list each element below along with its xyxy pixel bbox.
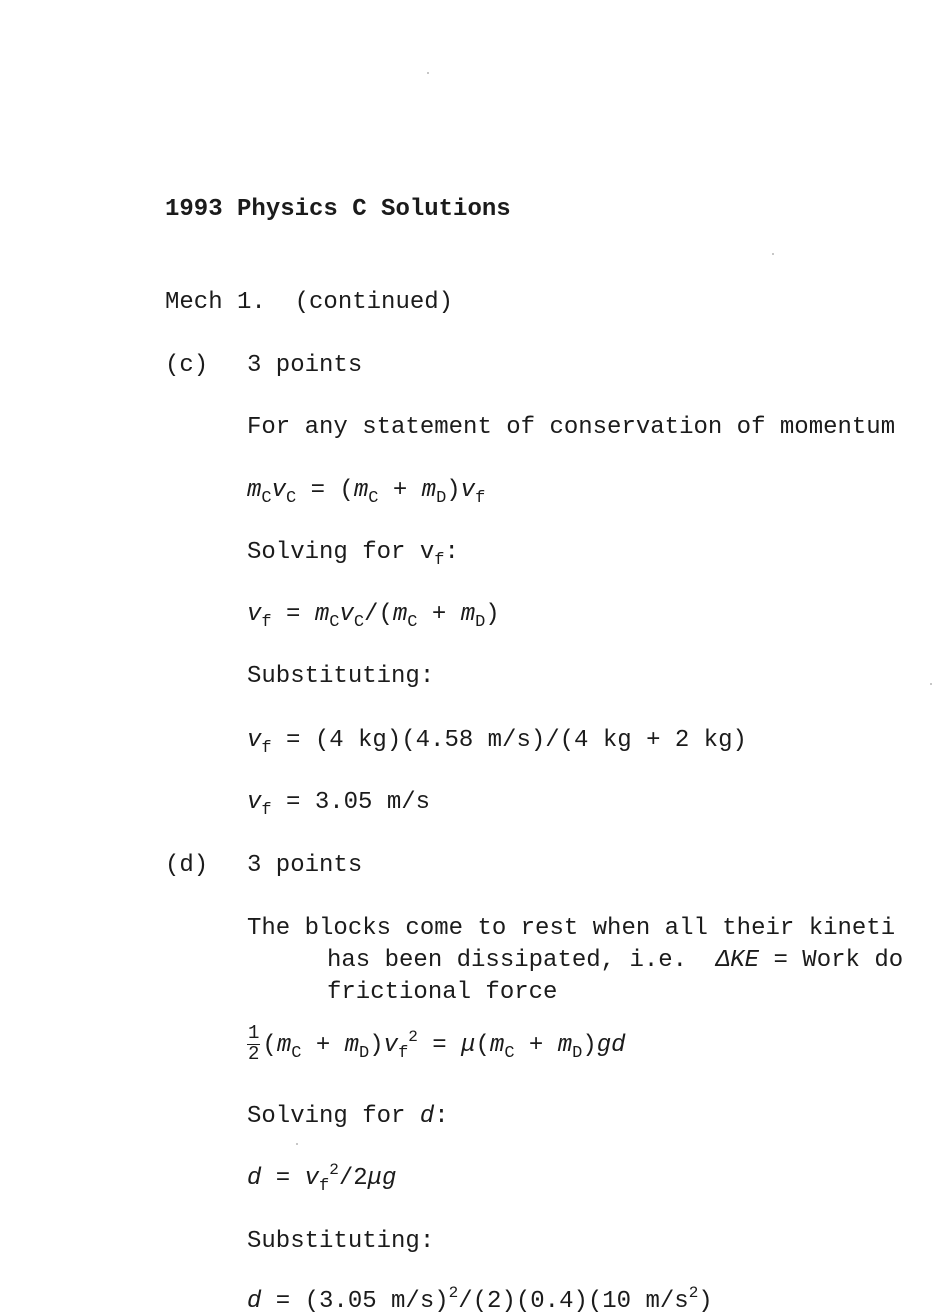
part-c-substituting: Substituting:	[247, 663, 435, 690]
part-c-statement: For any statement of conservation of momentum	[247, 414, 896, 441]
d-expression: $d = v_f^2/2\mu g$	[247, 1161, 397, 1196]
part-d-solving-line: Solving for d:	[247, 1103, 449, 1130]
scan-speck	[296, 1143, 298, 1145]
momentum-equation: $m_Cv_C = (m_C + m_D)v_f$	[247, 477, 486, 508]
scan-speck	[772, 253, 774, 255]
part-d-explanation-2a: has been dissipated, i.e.	[327, 947, 688, 974]
d-substitution: d = (3.05 m/s)$^2$/(2)(0.4)(10 $m/s^2$)	[247, 1284, 713, 1315]
part-c-points: 3 points	[247, 352, 363, 379]
one-half-fraction: $\frac{1}{2}$	[248, 1022, 260, 1065]
part-d-solving-text: Solving for	[247, 1103, 406, 1130]
part-d-explanation-1: The blocks come to rest when all their kineti	[247, 915, 896, 942]
scan-speck	[427, 72, 429, 74]
vf-substitution: $v_f = (4$ kg)(4.58 m/s)/(4 kg + 2 kg)	[247, 727, 747, 758]
vf-expression: $v_f = m_Cv_C/(m_C + m_D)$	[247, 601, 500, 632]
section-heading: Mech 1. (continued)	[165, 289, 454, 316]
delta-ke-symbol: ΔKE	[715, 947, 760, 974]
part-c-label: (c)	[165, 352, 209, 379]
energy-equation: $\frac{1}{2}$ $(m_C + m_D)v_f^2 = \mu(m_C + m_D)gd$	[248, 1022, 626, 1065]
part-c-solving-text: Solving for v	[247, 539, 435, 566]
part-d-substituting: Substituting:	[247, 1228, 435, 1255]
scan-speck	[930, 683, 932, 685]
part-d-explanation-2	[327, 949, 903, 973]
part-d-points: 3 points	[247, 852, 363, 879]
part-d-explanation-3: frictional force	[327, 979, 558, 1006]
part-c-solving-line: Solving for $v_f$:	[247, 539, 459, 570]
part-d-label: (d)	[165, 852, 209, 879]
part-d-explanation-2c: = Work do	[759, 947, 904, 974]
page-title: 1993 Physics C Solutions	[165, 196, 511, 223]
vf-result: $v_f = 3.05$ m/s	[247, 789, 431, 820]
vf-result-value: 3.05 m/s	[314, 789, 431, 816]
